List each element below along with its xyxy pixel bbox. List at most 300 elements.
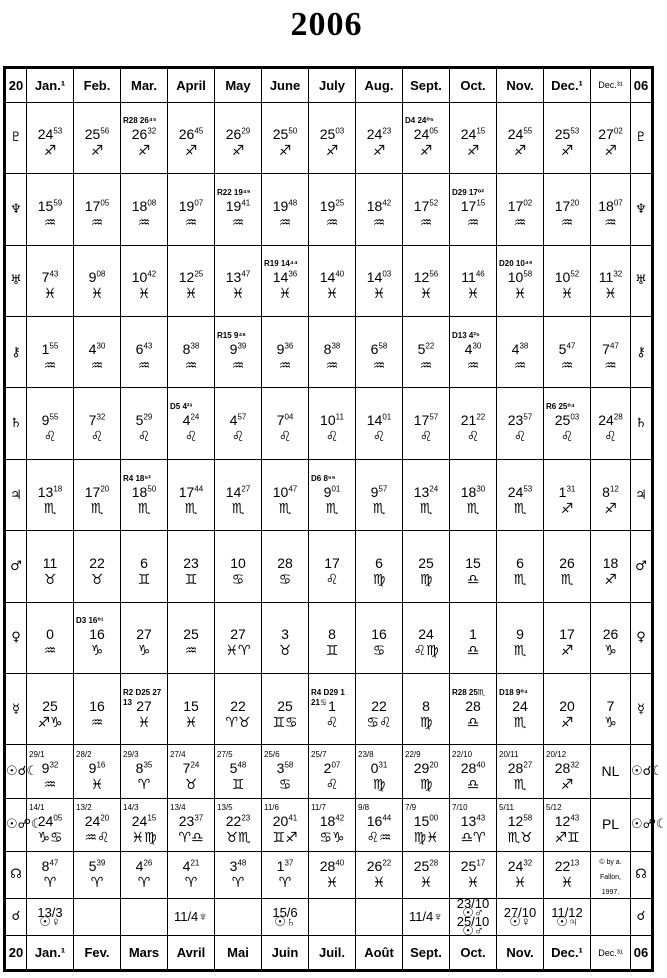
eclipse-cell: 11/4♆ bbox=[168, 898, 215, 936]
cell-note bbox=[74, 188, 120, 198]
lunation-cell bbox=[450, 851, 497, 898]
cell-note bbox=[403, 545, 449, 555]
ephemeris-cell bbox=[403, 674, 450, 745]
ephemeris-cell bbox=[497, 602, 544, 673]
zodiac-sign-icon: ♐ bbox=[560, 714, 574, 731]
ephemeris-cell bbox=[262, 245, 309, 316]
zodiac-sign-icon: ♉ bbox=[278, 643, 292, 660]
ephemeris-cell bbox=[497, 459, 544, 530]
cell-degree: $18^{42}$ bbox=[319, 813, 345, 830]
cell-degree: $9^{55}$ bbox=[41, 412, 59, 429]
month-header: Mar. bbox=[121, 68, 168, 103]
ephemeris-cell bbox=[262, 459, 309, 530]
cell-degree: $4^{57}$ bbox=[229, 412, 247, 429]
ephemeris-cell bbox=[544, 459, 591, 530]
zodiac-sign-icon: ♈ bbox=[43, 875, 57, 892]
cell-note: 13/5 bbox=[217, 803, 233, 813]
month-header: Nov. bbox=[497, 936, 544, 971]
zodiac-sign-icon: ♓ bbox=[419, 875, 433, 892]
cell-note bbox=[121, 616, 167, 626]
zodiac-sign-icon: ♏ bbox=[231, 500, 245, 517]
zodiac-sign-icon: ♋ bbox=[231, 571, 245, 588]
cell-note: R2 D25 27 13 bbox=[123, 687, 162, 707]
cell-note bbox=[262, 474, 308, 484]
ephemeris-cell bbox=[450, 602, 497, 673]
zodiac-sign-icon: ♊ bbox=[137, 571, 151, 588]
cell-degree: 22 bbox=[89, 554, 105, 571]
cell-note bbox=[356, 188, 402, 198]
planet-glyph-icon: ⚷ bbox=[631, 316, 653, 387]
cell-degree: $13^{47}$ bbox=[225, 269, 251, 286]
ephemeris-cell bbox=[262, 174, 309, 245]
ephemeris-cell bbox=[262, 674, 309, 745]
ephemeris-cell bbox=[74, 531, 121, 602]
zodiac-sign-icon: ♌ bbox=[325, 777, 339, 793]
cell-degree: 15 bbox=[465, 554, 481, 571]
lunation-cell bbox=[121, 745, 168, 798]
cell-degree: 24 bbox=[418, 626, 434, 643]
zodiac-sign-icon: ♒ bbox=[90, 714, 104, 731]
ephemeris-cell bbox=[544, 174, 591, 245]
planet-glyph-icon: ♆ bbox=[631, 174, 653, 245]
cell-degree: $17^{20}$ bbox=[84, 483, 110, 500]
ephemeris-cell bbox=[356, 102, 403, 173]
zodiac-sign-icon: ♏ bbox=[513, 714, 527, 731]
ephemeris-cell bbox=[544, 602, 591, 673]
ephemeris-cell bbox=[591, 388, 631, 459]
cell-degree: 16 bbox=[371, 626, 387, 643]
cell-note: 14/1 bbox=[29, 803, 45, 813]
cell-note: NL bbox=[601, 763, 620, 779]
ephemeris-cell bbox=[74, 388, 121, 459]
cell-degree: 25 bbox=[277, 697, 293, 714]
ephemeris-cell bbox=[215, 531, 262, 602]
zodiac-sign-icon: ♌ bbox=[325, 571, 339, 588]
zodiac-sign-icon: ♒ bbox=[137, 214, 151, 231]
planet-glyph-icon: ♃ bbox=[631, 459, 653, 530]
cell-note: D5 4²³ bbox=[170, 402, 193, 412]
ephemeris-cell bbox=[121, 602, 168, 673]
ephemeris-cell bbox=[544, 102, 591, 173]
ephemeris-cell bbox=[403, 602, 450, 673]
cell-degree: 6 bbox=[140, 554, 148, 571]
cell-degree: 16 bbox=[89, 697, 105, 714]
cell-note bbox=[262, 616, 308, 626]
cell-note bbox=[27, 474, 73, 484]
lunation-cell bbox=[121, 798, 168, 851]
cell-degree: $25^{03}$ bbox=[554, 412, 580, 429]
month-header: Dec.¹ bbox=[544, 68, 591, 103]
header-row-top bbox=[5, 68, 653, 103]
cell-note: 29/3 bbox=[123, 750, 139, 759]
cell-degree: 27 bbox=[136, 626, 152, 643]
ephemeris-cell bbox=[450, 531, 497, 602]
cell-degree: $21^{22}$ bbox=[460, 412, 486, 429]
zodiac-sign-icon: ♈ bbox=[278, 875, 292, 892]
zodiac-sign-icon: ♒ bbox=[466, 214, 480, 231]
zodiac-sign-icon: ♒ bbox=[325, 214, 339, 231]
ephemeris-cell bbox=[591, 531, 631, 602]
month-header: June bbox=[262, 68, 309, 103]
zodiac-sign-icon: ♍ bbox=[372, 571, 386, 588]
planet-row bbox=[5, 245, 653, 316]
cell-note bbox=[356, 688, 402, 698]
ephemeris-cell bbox=[356, 316, 403, 387]
cell-degree: $10^{11}$ bbox=[320, 412, 344, 429]
cell-note bbox=[591, 616, 630, 626]
zodiac-sign-icon: ♒ bbox=[43, 357, 57, 374]
ephemeris-cell bbox=[403, 245, 450, 316]
cell-degree: $8^{47}$ bbox=[41, 858, 59, 875]
zodiac-sign-icon: ♓ bbox=[231, 286, 245, 303]
zodiac-sign-icon: ♒ bbox=[278, 214, 292, 231]
cell-degree: $25^{03}$ bbox=[319, 126, 345, 143]
cell-degree: $25^{50}$ bbox=[272, 126, 298, 143]
zodiac-sign-icon: ♏ bbox=[513, 643, 527, 660]
ephemeris-cell bbox=[262, 531, 309, 602]
zodiac-sign-icon: ♎ bbox=[466, 777, 480, 793]
zodiac-sign-icon: ♎ bbox=[466, 643, 480, 660]
cell-degree: $17^{57}$ bbox=[413, 412, 439, 429]
zodiac-sign-icon: ♓ bbox=[466, 286, 480, 303]
cell-degree: $18^{30}$ bbox=[460, 483, 486, 500]
cell-note bbox=[168, 616, 214, 626]
cell-note: PL bbox=[601, 816, 620, 833]
ephemeris-cell bbox=[168, 602, 215, 673]
cell-note bbox=[215, 116, 261, 126]
cell-degree: 1 bbox=[469, 626, 477, 643]
eclipse-cell bbox=[74, 898, 121, 936]
cell-degree: $5^{47}$ bbox=[558, 340, 576, 357]
zodiac-sign-icon: ♌ bbox=[560, 429, 574, 446]
cell-degree: $22^{13}$ bbox=[554, 858, 580, 875]
cell-note: 11/7 bbox=[311, 803, 326, 813]
cell-note bbox=[497, 545, 543, 555]
month-header: July bbox=[309, 68, 356, 103]
cell-note bbox=[27, 688, 73, 698]
cell-note bbox=[450, 616, 496, 626]
month-header: Aug. bbox=[356, 68, 403, 103]
cell-note bbox=[544, 474, 590, 484]
eclipse-cell: 11/4♆ bbox=[403, 898, 450, 936]
zodiac-sign-icon: ♉ bbox=[184, 777, 198, 793]
cell-degree: $7^{43}$ bbox=[41, 269, 59, 286]
lunation-glyph-icon: ☊ bbox=[631, 851, 653, 898]
zodiac-sign-icon: ♒ bbox=[231, 214, 245, 231]
ephemeris-cell bbox=[309, 674, 356, 745]
ephemeris-cell bbox=[403, 531, 450, 602]
zodiac-sign-icon: ♐ bbox=[560, 500, 574, 517]
zodiac-sign-icon: ♓ bbox=[90, 777, 104, 793]
cell-note: 22/10 bbox=[452, 750, 473, 759]
ephemeris-cell bbox=[450, 459, 497, 530]
ephemeris-cell bbox=[215, 388, 262, 459]
cell-degree: $7^{04}$ bbox=[276, 412, 294, 429]
cell-degree: $4^{30}$ bbox=[464, 340, 482, 357]
zodiac-sign-icon: ♓ bbox=[43, 286, 57, 303]
cell-degree: $6^{43}$ bbox=[135, 340, 153, 357]
cell-note bbox=[544, 616, 590, 626]
zodiac-sign-icon: ♏ bbox=[513, 500, 527, 517]
zodiac-sign-icon: ♏ bbox=[184, 500, 198, 517]
cell-degree: $4^{30}$ bbox=[88, 340, 106, 357]
lunation-row bbox=[5, 851, 653, 898]
cell-note bbox=[591, 188, 630, 198]
cell-degree: 27 bbox=[230, 626, 246, 643]
lunation-cell bbox=[74, 798, 121, 851]
lunation-cell bbox=[262, 745, 309, 798]
month-header: Feb. bbox=[74, 68, 121, 103]
lunation-cell bbox=[591, 745, 631, 798]
zodiac-sign-icon: ♓ bbox=[325, 875, 339, 892]
cell-note bbox=[121, 402, 167, 412]
cell-note bbox=[356, 402, 402, 412]
cell-degree: $24^{15}$ bbox=[460, 126, 486, 143]
lunation-cell bbox=[356, 851, 403, 898]
ephemeris-cell bbox=[497, 174, 544, 245]
zodiac-sign-icon: ♐ bbox=[419, 143, 433, 160]
zodiac-sign-icon: ♒ bbox=[419, 214, 433, 231]
ephemeris-cell bbox=[121, 316, 168, 387]
zodiac-sign-icon: ♍ bbox=[419, 777, 433, 793]
cell-note bbox=[121, 331, 167, 341]
zodiac-sign-icon: ♎ bbox=[466, 571, 480, 588]
cell-note bbox=[309, 116, 355, 126]
zodiac-sign-icon: ♐♑ bbox=[37, 714, 63, 731]
zodiac-sign-icon: ♓ bbox=[184, 714, 198, 731]
zodiac-sign-icon: ♌ bbox=[43, 429, 57, 446]
cell-degree: $14^{27}$ bbox=[225, 483, 251, 500]
zodiac-sign-icon: ♒ bbox=[184, 214, 198, 231]
zodiac-sign-icon: ♏ bbox=[513, 777, 527, 793]
cell-note bbox=[497, 188, 543, 198]
ephemeris-cell bbox=[450, 245, 497, 316]
cell-degree: 28 bbox=[465, 697, 481, 714]
zodiac-sign-icon: ♌ bbox=[372, 429, 386, 446]
cell-note bbox=[497, 402, 543, 412]
zodiac-sign-icon: ♐♊ bbox=[554, 830, 580, 847]
ephemeris-cell bbox=[356, 174, 403, 245]
cell-degree: 25 bbox=[183, 626, 199, 643]
zodiac-sign-icon: ♏ bbox=[560, 571, 574, 588]
lunation-cell bbox=[356, 798, 403, 851]
ephemeris-cell bbox=[591, 459, 631, 530]
cell-note bbox=[74, 474, 120, 484]
cell-note: 23/8 bbox=[358, 750, 374, 759]
cell-note bbox=[450, 116, 496, 126]
cell-degree: $25^{53}$ bbox=[554, 126, 580, 143]
zodiac-sign-icon: ♓ bbox=[184, 286, 198, 303]
cell-note bbox=[74, 331, 120, 341]
planet-glyph-icon: ♆ bbox=[5, 174, 27, 245]
zodiac-sign-icon: ♒ bbox=[137, 357, 151, 374]
cell-note: 28/2 bbox=[76, 750, 92, 759]
cell-note: D18 9⁰⁴ bbox=[499, 687, 528, 697]
cell-note bbox=[356, 331, 402, 341]
eclipse-cell: 11/12 ☉♃ bbox=[544, 898, 591, 936]
lunation-cell bbox=[544, 745, 591, 798]
zodiac-sign-icon: ♋♌ bbox=[366, 714, 392, 731]
zodiac-sign-icon: ♊ bbox=[184, 571, 198, 588]
cell-degree: $8^{38}$ bbox=[182, 340, 200, 357]
lunation-glyph-icon: ☉☌☾ bbox=[631, 745, 653, 798]
cell-degree: $29^{20}$ bbox=[413, 760, 439, 776]
cell-note: D13 4²⁵ bbox=[452, 330, 480, 340]
zodiac-sign-icon: ♈♎ bbox=[178, 830, 204, 847]
ephemeris-cell bbox=[356, 245, 403, 316]
cell-degree: 6 bbox=[516, 554, 524, 571]
zodiac-sign-icon: ♐ bbox=[604, 143, 617, 160]
ephemeris-cell bbox=[121, 459, 168, 530]
cell-degree: $17^{02}$ bbox=[507, 197, 533, 214]
cell-degree: $15^{59}$ bbox=[37, 197, 63, 214]
ephemeris-cell bbox=[74, 316, 121, 387]
cell-degree: $18^{07}$ bbox=[598, 197, 623, 214]
cell-note bbox=[591, 116, 630, 126]
cell-note bbox=[168, 688, 214, 698]
ephemeris-cell bbox=[544, 388, 591, 459]
lunation-cell bbox=[497, 798, 544, 851]
ephemeris-cell bbox=[356, 674, 403, 745]
zodiac-sign-icon: ♓ bbox=[604, 286, 617, 303]
cell-degree: $11^{32}$ bbox=[598, 269, 623, 286]
zodiac-sign-icon: ♏ bbox=[372, 500, 386, 517]
zodiac-sign-icon: ♒ bbox=[184, 357, 198, 374]
ephemeris-cell bbox=[168, 316, 215, 387]
zodiac-sign-icon: ♏ bbox=[325, 500, 339, 517]
ephemeris-cell bbox=[74, 174, 121, 245]
cell-degree: $28^{40}$ bbox=[319, 858, 345, 875]
lunation-cell bbox=[591, 798, 631, 851]
zodiac-sign-icon: ♑♋ bbox=[37, 830, 63, 847]
cell-note bbox=[168, 474, 214, 484]
cell-degree: 22 bbox=[230, 697, 246, 714]
cell-note bbox=[27, 188, 73, 198]
cell-degree: $9^{36}$ bbox=[276, 340, 294, 357]
zodiac-sign-icon: ♋ bbox=[278, 571, 292, 588]
cell-note bbox=[544, 331, 590, 341]
cell-note: D4 24⁰⁵ bbox=[405, 116, 434, 126]
ephemeris-cell bbox=[262, 316, 309, 387]
eclipse-cell: 27/10 ☉♀ bbox=[497, 898, 544, 936]
cell-note bbox=[309, 402, 355, 412]
ephemeris-cell bbox=[215, 602, 262, 673]
ephemeris-cell bbox=[27, 674, 74, 745]
cell-note bbox=[74, 402, 120, 412]
ephemeris-cell bbox=[403, 459, 450, 530]
ephemeris-cell bbox=[450, 316, 497, 387]
month-header: Août bbox=[356, 936, 403, 971]
zodiac-sign-icon: ♐ bbox=[604, 571, 617, 588]
cell-degree: $18^{08}$ bbox=[131, 197, 157, 214]
cell-note: 20/12 bbox=[546, 750, 567, 759]
lunation-cell bbox=[215, 745, 262, 798]
cell-note bbox=[27, 402, 73, 412]
planet-glyph-icon: ⚷ bbox=[5, 316, 27, 387]
cell-degree: $13^{43}$ bbox=[460, 813, 486, 830]
zodiac-sign-icon: ♓ bbox=[513, 875, 527, 892]
cell-degree: $24^{53}$ bbox=[37, 126, 63, 143]
month-header: Jan.¹ bbox=[27, 68, 74, 103]
zodiac-sign-icon: ♊ bbox=[231, 777, 245, 793]
cell-degree: $9^{39}$ bbox=[229, 340, 247, 357]
zodiac-sign-icon: ♒ bbox=[90, 357, 104, 374]
cell-degree: $19^{25}$ bbox=[319, 197, 345, 214]
cell-note bbox=[262, 188, 308, 198]
cell-degree: $24^{05}$ bbox=[37, 813, 63, 830]
cell-note: 29/1 bbox=[29, 750, 45, 759]
cell-note bbox=[215, 545, 261, 555]
zodiac-sign-icon: ♏♉ bbox=[507, 830, 533, 847]
cell-note bbox=[450, 474, 496, 484]
cell-note bbox=[544, 116, 590, 126]
cell-degree: $8^{38}$ bbox=[323, 340, 341, 357]
cell-degree: $17^{44}$ bbox=[178, 483, 204, 500]
ephemeris-cell bbox=[121, 388, 168, 459]
ephemeris-cell bbox=[309, 245, 356, 316]
zodiac-sign-icon: ♋ bbox=[372, 643, 386, 660]
zodiac-sign-icon: ♒ bbox=[90, 214, 104, 231]
ephemeris-cell bbox=[215, 245, 262, 316]
cell-note bbox=[497, 116, 543, 126]
cell-degree: $7^{32}$ bbox=[88, 412, 106, 429]
zodiac-sign-icon: ♍♓ bbox=[413, 830, 439, 847]
cell-degree: $4^{21}$ bbox=[182, 858, 200, 875]
cell-degree: 23 bbox=[183, 554, 199, 571]
header-row-bottom bbox=[5, 936, 653, 971]
ephemeris-cell bbox=[215, 316, 262, 387]
cell-degree: 20 bbox=[559, 697, 575, 714]
ephemeris-cell bbox=[168, 388, 215, 459]
cell-degree: $1^{31}$ bbox=[558, 483, 576, 500]
ephemeris-cell bbox=[591, 245, 631, 316]
cell-note: R15 9⁴⁶ bbox=[217, 330, 246, 340]
zodiac-sign-icon: ♒ bbox=[231, 357, 245, 374]
ephemeris-cell bbox=[591, 102, 631, 173]
cell-degree: $14^{40}$ bbox=[319, 269, 345, 286]
cell-note: 13/4 bbox=[170, 803, 186, 813]
lunation-cell bbox=[168, 851, 215, 898]
cell-degree: $9^{08}$ bbox=[88, 269, 106, 286]
ephemeris-cell bbox=[403, 388, 450, 459]
cell-note bbox=[403, 188, 449, 198]
zodiac-sign-icon: ♎♈ bbox=[460, 830, 486, 847]
cell-degree: $5^{48}$ bbox=[229, 760, 247, 776]
cell-note bbox=[544, 188, 590, 198]
ephemeris-cell bbox=[262, 388, 309, 459]
zodiac-sign-icon: ♈ bbox=[137, 777, 151, 793]
zodiac-sign-icon: ♑ bbox=[137, 643, 151, 660]
zodiac-sign-icon: ♌ bbox=[419, 429, 433, 446]
cell-note bbox=[27, 616, 73, 626]
cell-degree: 25 bbox=[42, 697, 58, 714]
zodiac-sign-icon: ♐ bbox=[43, 143, 57, 160]
cell-note bbox=[168, 116, 214, 126]
zodiac-sign-icon: ♍ bbox=[419, 714, 433, 731]
zodiac-sign-icon: ♓ bbox=[372, 875, 386, 892]
lunation-cell bbox=[403, 851, 450, 898]
zodiac-sign-icon: ♓ bbox=[278, 286, 292, 303]
cell-note bbox=[450, 402, 496, 412]
zodiac-sign-icon: ♒ bbox=[604, 357, 617, 374]
cell-note: R22 19⁴⁹ bbox=[217, 187, 251, 197]
cell-note bbox=[262, 331, 308, 341]
cell-note bbox=[74, 116, 120, 126]
cell-degree: 26 bbox=[602, 626, 619, 643]
cell-degree: $26^{29}$ bbox=[225, 126, 251, 143]
ephemeris-cell bbox=[356, 531, 403, 602]
zodiac-sign-icon: ♐ bbox=[466, 143, 480, 160]
